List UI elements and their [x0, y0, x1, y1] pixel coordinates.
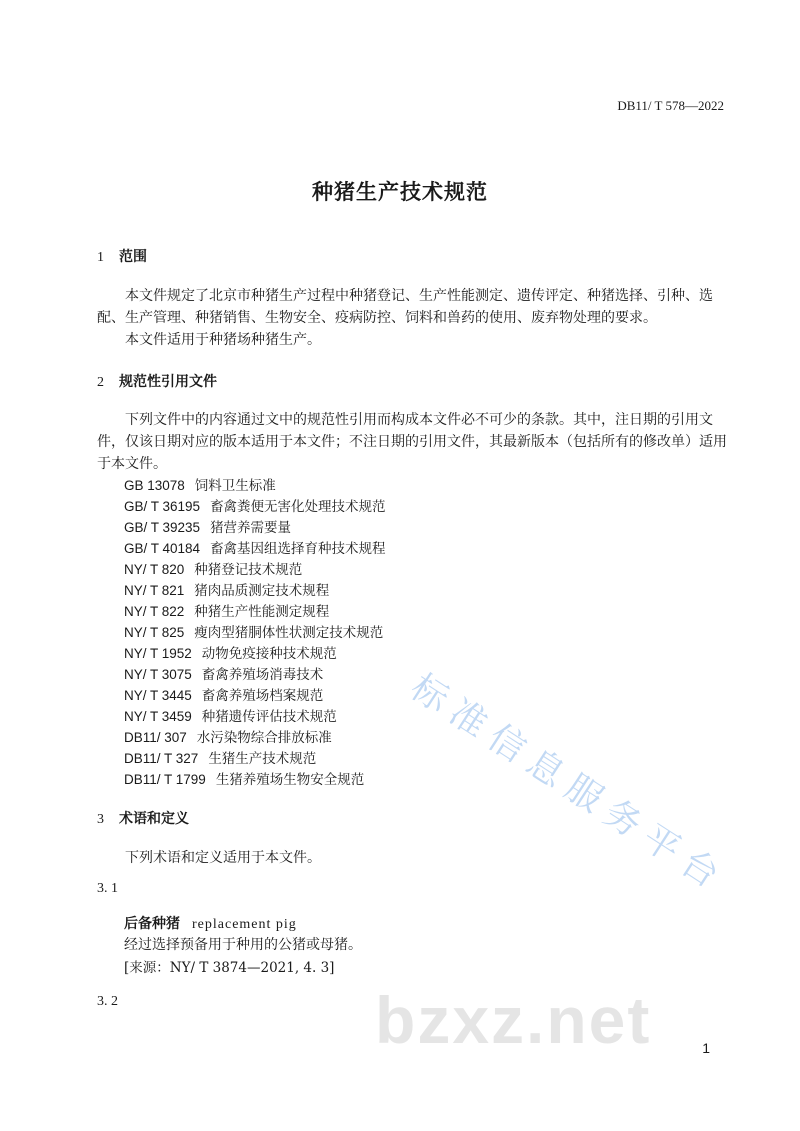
reference-name: 饲料卫生标准	[194, 478, 276, 494]
page-number: 1	[702, 1040, 710, 1056]
reference-item	[124, 705, 337, 725]
reference-code: NY/ T 825	[124, 625, 185, 640]
reference-name: 猪肉品质测定技术规程	[194, 583, 330, 599]
section-1-heading	[97, 246, 147, 266]
section-2-heading	[97, 371, 217, 391]
term-chinese: 后备种猪	[124, 916, 180, 932]
reference-item	[124, 558, 302, 578]
reference-name: 动物免疫接种技术规范	[201, 646, 337, 662]
section-title: 范围	[119, 249, 147, 265]
reference-code: NY/ T 3459	[124, 709, 192, 724]
reference-name: 生猪养殖场生物安全规范	[215, 772, 365, 788]
clause-3-1-number: 3. 1	[97, 881, 118, 896]
reference-name: 猪营养需要量	[210, 520, 292, 536]
term-entry	[124, 913, 297, 933]
document-title: 种猪生产技术规范	[312, 180, 488, 204]
term-definition: 经过选择预备用于种用的公猪或母猪。	[124, 937, 362, 953]
reference-name: 生猪生产技术规范	[208, 751, 317, 767]
reference-item	[124, 516, 291, 536]
reference-item	[124, 621, 383, 641]
reference-item	[124, 726, 332, 746]
reference-item	[124, 684, 323, 704]
watermark-logo: bzxz.net	[375, 983, 652, 1057]
reference-item	[124, 600, 329, 620]
section-title: 规范性引用文件	[119, 374, 217, 390]
section-3-heading	[97, 808, 189, 828]
clause-3-2-number: 3. 2	[97, 994, 118, 1009]
reference-name: 畜禽基因组选择育种技术规程	[210, 541, 386, 557]
reference-name: 瘦肉型猪胴体性状测定技术规范	[194, 625, 384, 641]
reference-code: NY/ T 820	[124, 562, 185, 577]
reference-name: 种猪登记技术规范	[194, 562, 303, 578]
section-1-paragraph-1: 本文件规定了北京市种猪生产过程中种猪登记、生产性能测定、遗传评定、种猪选择、引种、选配、生产管理、种猪销售、生物安全、疫病防控、饲料和兽药的使用、废弃物处理的要求。	[97, 288, 713, 326]
reference-name: 畜禽养殖场消毒技术	[201, 667, 324, 683]
reference-item	[124, 474, 276, 494]
reference-item	[124, 768, 364, 788]
reference-code: DB11/ T 1799	[124, 772, 206, 787]
reference-code: GB/ T 39235	[124, 520, 201, 535]
reference-name: 种猪生产性能测定规程	[194, 604, 330, 620]
reference-item	[124, 495, 386, 515]
reference-code: NY/ T 3445	[124, 688, 192, 703]
reference-code: NY/ T 1952	[124, 646, 192, 661]
section-title: 术语和定义	[119, 811, 189, 827]
reference-item	[124, 642, 337, 662]
reference-code: DB11/ T 327	[124, 751, 199, 766]
reference-code: NY/ T 821	[124, 583, 185, 598]
watermark-text: 标准信息服务平台	[403, 666, 735, 902]
reference-code: DB11/ 307	[124, 730, 187, 745]
reference-code: NY/ T 822	[124, 604, 185, 619]
section-1-paragraph-2: 本文件适用于种猪场种猪生产。	[125, 332, 321, 348]
reference-item	[124, 579, 329, 599]
reference-item	[124, 537, 386, 557]
section-number: 3	[97, 812, 104, 827]
section-2-paragraph-1: 下列文件中的内容通过文中的规范性引用而构成本文件必不可少的条款。其中，注日期的引用文件，仅该日期对应的版本适用于本文件；不注日期的引用文件，其最新版本（包括所有的修改单）适用于本文件。	[97, 412, 727, 472]
section-3-paragraph-1: 下列术语和定义适用于本文件。	[125, 850, 321, 866]
reference-code: GB/ T 36195	[124, 499, 201, 514]
reference-item	[124, 747, 316, 767]
term-source: [来源：NY/ T 3874—2021, 4. 3]	[124, 960, 335, 976]
section-number: 1	[97, 250, 104, 265]
section-number: 2	[97, 375, 104, 390]
reference-name: 种猪遗传评估技术规范	[201, 709, 337, 725]
reference-code: GB/ T 40184	[124, 541, 201, 556]
reference-code: GB 13078	[124, 478, 185, 493]
reference-code: NY/ T 3075	[124, 667, 192, 682]
reference-name: 畜禽粪便无害化处理技术规范	[210, 499, 386, 515]
reference-name: 畜禽养殖场档案规范	[201, 688, 324, 704]
reference-item	[124, 663, 323, 683]
standard-code: DB11/ T 578—2022	[617, 98, 724, 113]
term-english: replacement pig	[192, 917, 297, 932]
reference-name: 水污染物综合排放标准	[196, 730, 332, 746]
